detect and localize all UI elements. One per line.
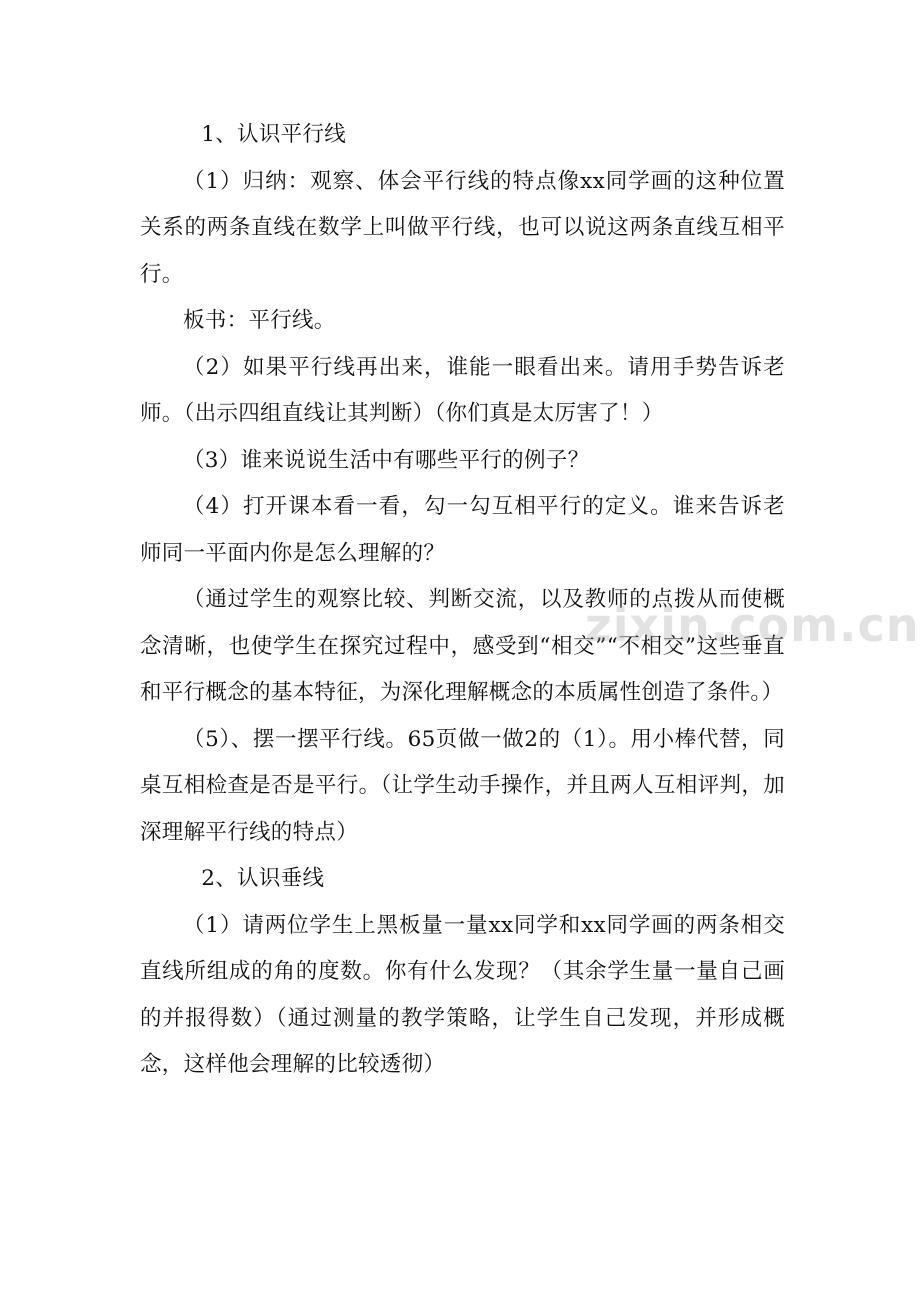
paragraph: （1）归纳：观察、体会平行线的特点像xx同学画的这种位置关系的两条直线在数学上叫做平行线，也可以说这两条直线互相平行。 (140, 168, 785, 287)
document-body (140, 112, 785, 1089)
watermark: zixin.com.cn (585, 598, 920, 652)
section-heading-parallel: 1、认识平行线 (201, 122, 347, 147)
paragraph: 板书：平行线。 (183, 308, 336, 333)
paragraph: （4）打开课本看一看，勾一勾互相平行的定义。谁来告诉老师同一平面内你是怎么理解的？ (140, 494, 785, 566)
section-heading-perpendicular: 2、认识垂线 (201, 866, 325, 891)
paragraph: （5）、摆一摆平行线。65页做一做2的（1）。用小棒代替，同桌互相检查是否是平行。（让学生动手操作，并且两人互相评判，加深理解平行线的特点） (140, 726, 785, 845)
paragraph: （3）谁来说说生活中有哪些平行的例子？ (183, 447, 590, 473)
paragraph: （2）如果平行线再出来，谁能一眼看出来。请用手势告诉老师。（出示四组直线让其判断）（你们真是太厉害了！） (140, 354, 785, 426)
paragraph: （1）请两位学生上黑板量一量xx同学和xx同学画的两条相交直线所组成的角的度数。你有什么发现？（其余学生量一量自己画的并报得数）（通过测量的教学策略，让学生自己发现，并形成概念，这样他会理解的比较透彻） (140, 912, 785, 1077)
paragraph: （通过学生的观察比较、判断交流，以及教师的点拨从而使概念清晰，也使学生在探究过程中，感受到“相交”“不相交”这些垂直和平行概念的基本特征，为深化理解概念的本质属性创造了条件。） (140, 587, 785, 705)
